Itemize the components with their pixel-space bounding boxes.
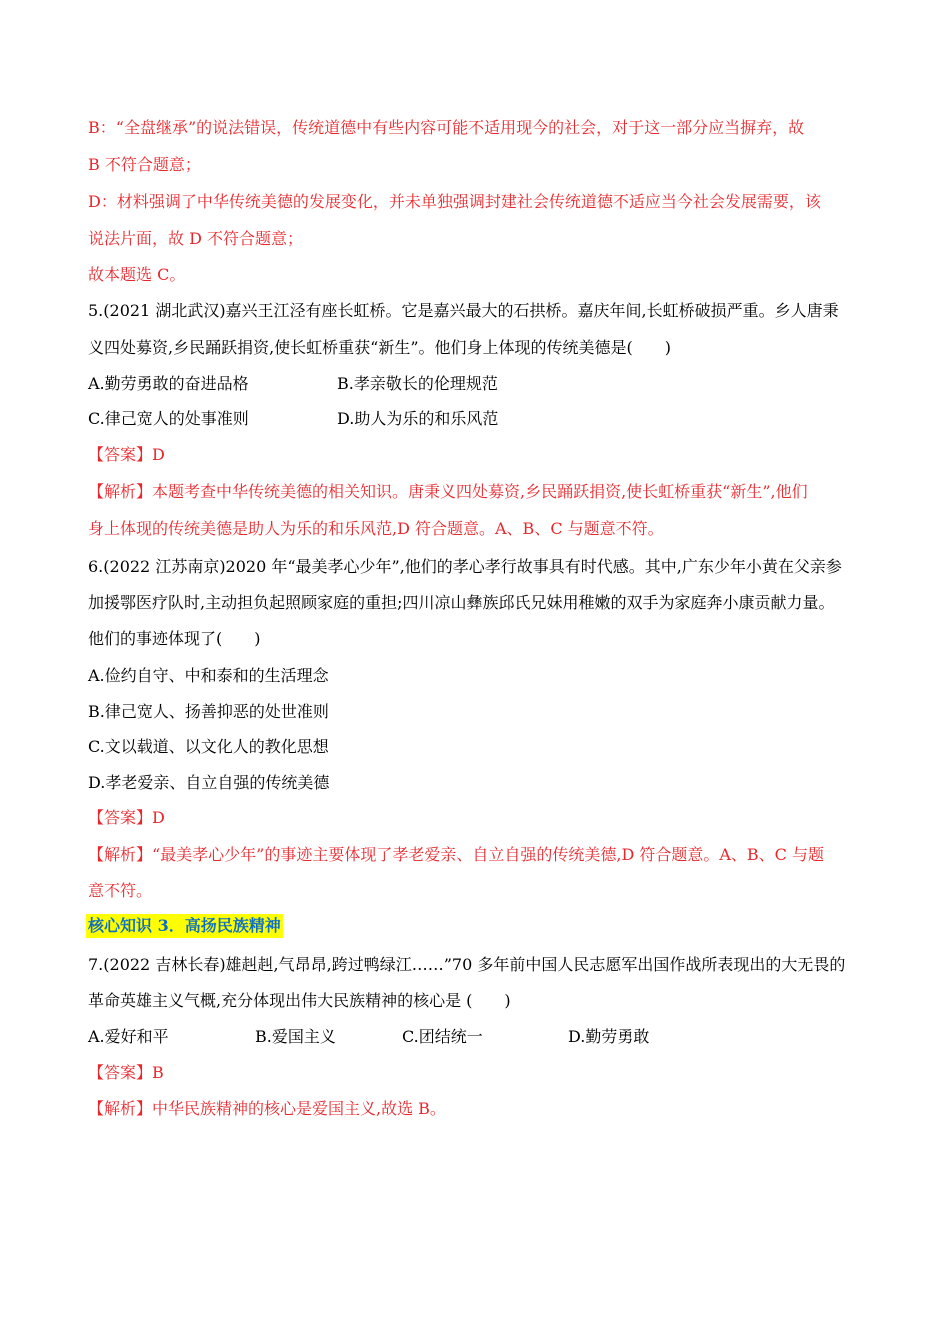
q6-analysis-line2: 意不符。 <box>88 881 153 900</box>
q6-option-d: D.孝老爱亲、自立自强的传统美德 <box>88 773 330 792</box>
q6-analysis-line1: 【解析】“最美孝心少年”的事迹主要体现了孝老爱亲、自立自强的传统美德,D 符合题意。A、B、C 与题 <box>88 845 825 864</box>
q6-option-a: A.俭约自守、中和泰和的生活理念 <box>88 666 329 685</box>
q5-option-a: A.勤劳勇敢的奋进品格 <box>88 374 249 393</box>
q5-stem-line1: 5.(2021 湖北武汉)嘉兴王江泾有座长虹桥。它是嘉兴最大的石拱桥。嘉庆年间,长虹桥破损严重。乡人唐秉 <box>88 301 839 320</box>
section-heading-core-knowledge-3: 核心知识 3．高扬民族精神 <box>86 914 283 938</box>
q5-answer: 【答案】D <box>88 445 165 464</box>
prev-analysis-d-line1: D：材料强调了中华传统美德的发展变化，并未单独强调封建社会传统道德不适应当今社会发展需要，该 <box>88 192 821 211</box>
q6-stem-line2: 加援鄂医疗队时,主动担负起照顾家庭的重担;四川凉山彝族邱氏兄妹用稚嫩的双手为家庭奔小康贡献力量。 <box>88 593 835 612</box>
q6-option-c: C.文以载道、以文化人的教化思想 <box>88 737 329 756</box>
q5-analysis-line2: 身上体现的传统美德是助人为乐的和乐风范,D 符合题意。A、B、C 与题意不符。 <box>88 519 664 538</box>
q6-option-b: B.律己宽人、扬善抑恶的处世准则 <box>88 702 329 721</box>
q6-stem-line3: 他们的事迹体现了( ) <box>88 629 261 648</box>
q7-option-c: C.团结统一 <box>402 1027 483 1046</box>
q7-option-d: D.勤劳勇敢 <box>568 1027 650 1046</box>
q5-option-d: D.助人为乐的和乐风范 <box>337 409 499 428</box>
q5-analysis-line1: 【解析】本题考查中华传统美德的相关知识。唐秉义四处募资,乡民踊跃捐资,使长虹桥重获“新生”,他们 <box>88 482 808 501</box>
q6-answer: 【答案】D <box>88 808 165 827</box>
q5-option-c: C.律己宽人的处事准则 <box>88 409 249 428</box>
q7-analysis: 【解析】中华民族精神的核心是爱国主义,故选 B。 <box>88 1099 446 1118</box>
prev-analysis-conclusion: 故本题选 C。 <box>88 265 186 284</box>
q5-stem-line2: 义四处募资,乡民踊跃捐资,使长虹桥重获“新生”。他们身上体现的传统美德是( ) <box>88 338 672 357</box>
prev-analysis-b-line1: B：“全盘继承”的说法错误，传统道德中有些内容可能不适用现今的社会，对于这一部分应当摒弃，故 <box>88 118 805 137</box>
q7-option-a: A.爱好和平 <box>88 1027 169 1046</box>
q7-stem-line2: 革命英雄主义气概,充分体现出伟大民族精神的核心是 ( ) <box>88 991 511 1010</box>
prev-analysis-d-line2: 说法片面，故 D 不符合题意； <box>88 229 304 248</box>
q6-stem-line1: 6.(2022 江苏南京)2020 年“最美孝心少年”,他们的孝心孝行故事具有时代感。其中,广东少年小黄在父亲参 <box>88 557 842 576</box>
q7-answer: 【答案】B <box>88 1063 164 1082</box>
q5-option-b: B.孝亲敬长的伦理规范 <box>337 374 498 393</box>
q7-stem-line1: 7.(2022 吉林长春)雄赳赳,气昂昂,跨过鸭绿江……”70 多年前中国人民志愿军出国作战所表现出的大无畏的 <box>88 955 846 974</box>
q7-option-b: B.爱国主义 <box>255 1027 336 1046</box>
prev-analysis-b-line2: B 不符合题意； <box>88 155 201 174</box>
